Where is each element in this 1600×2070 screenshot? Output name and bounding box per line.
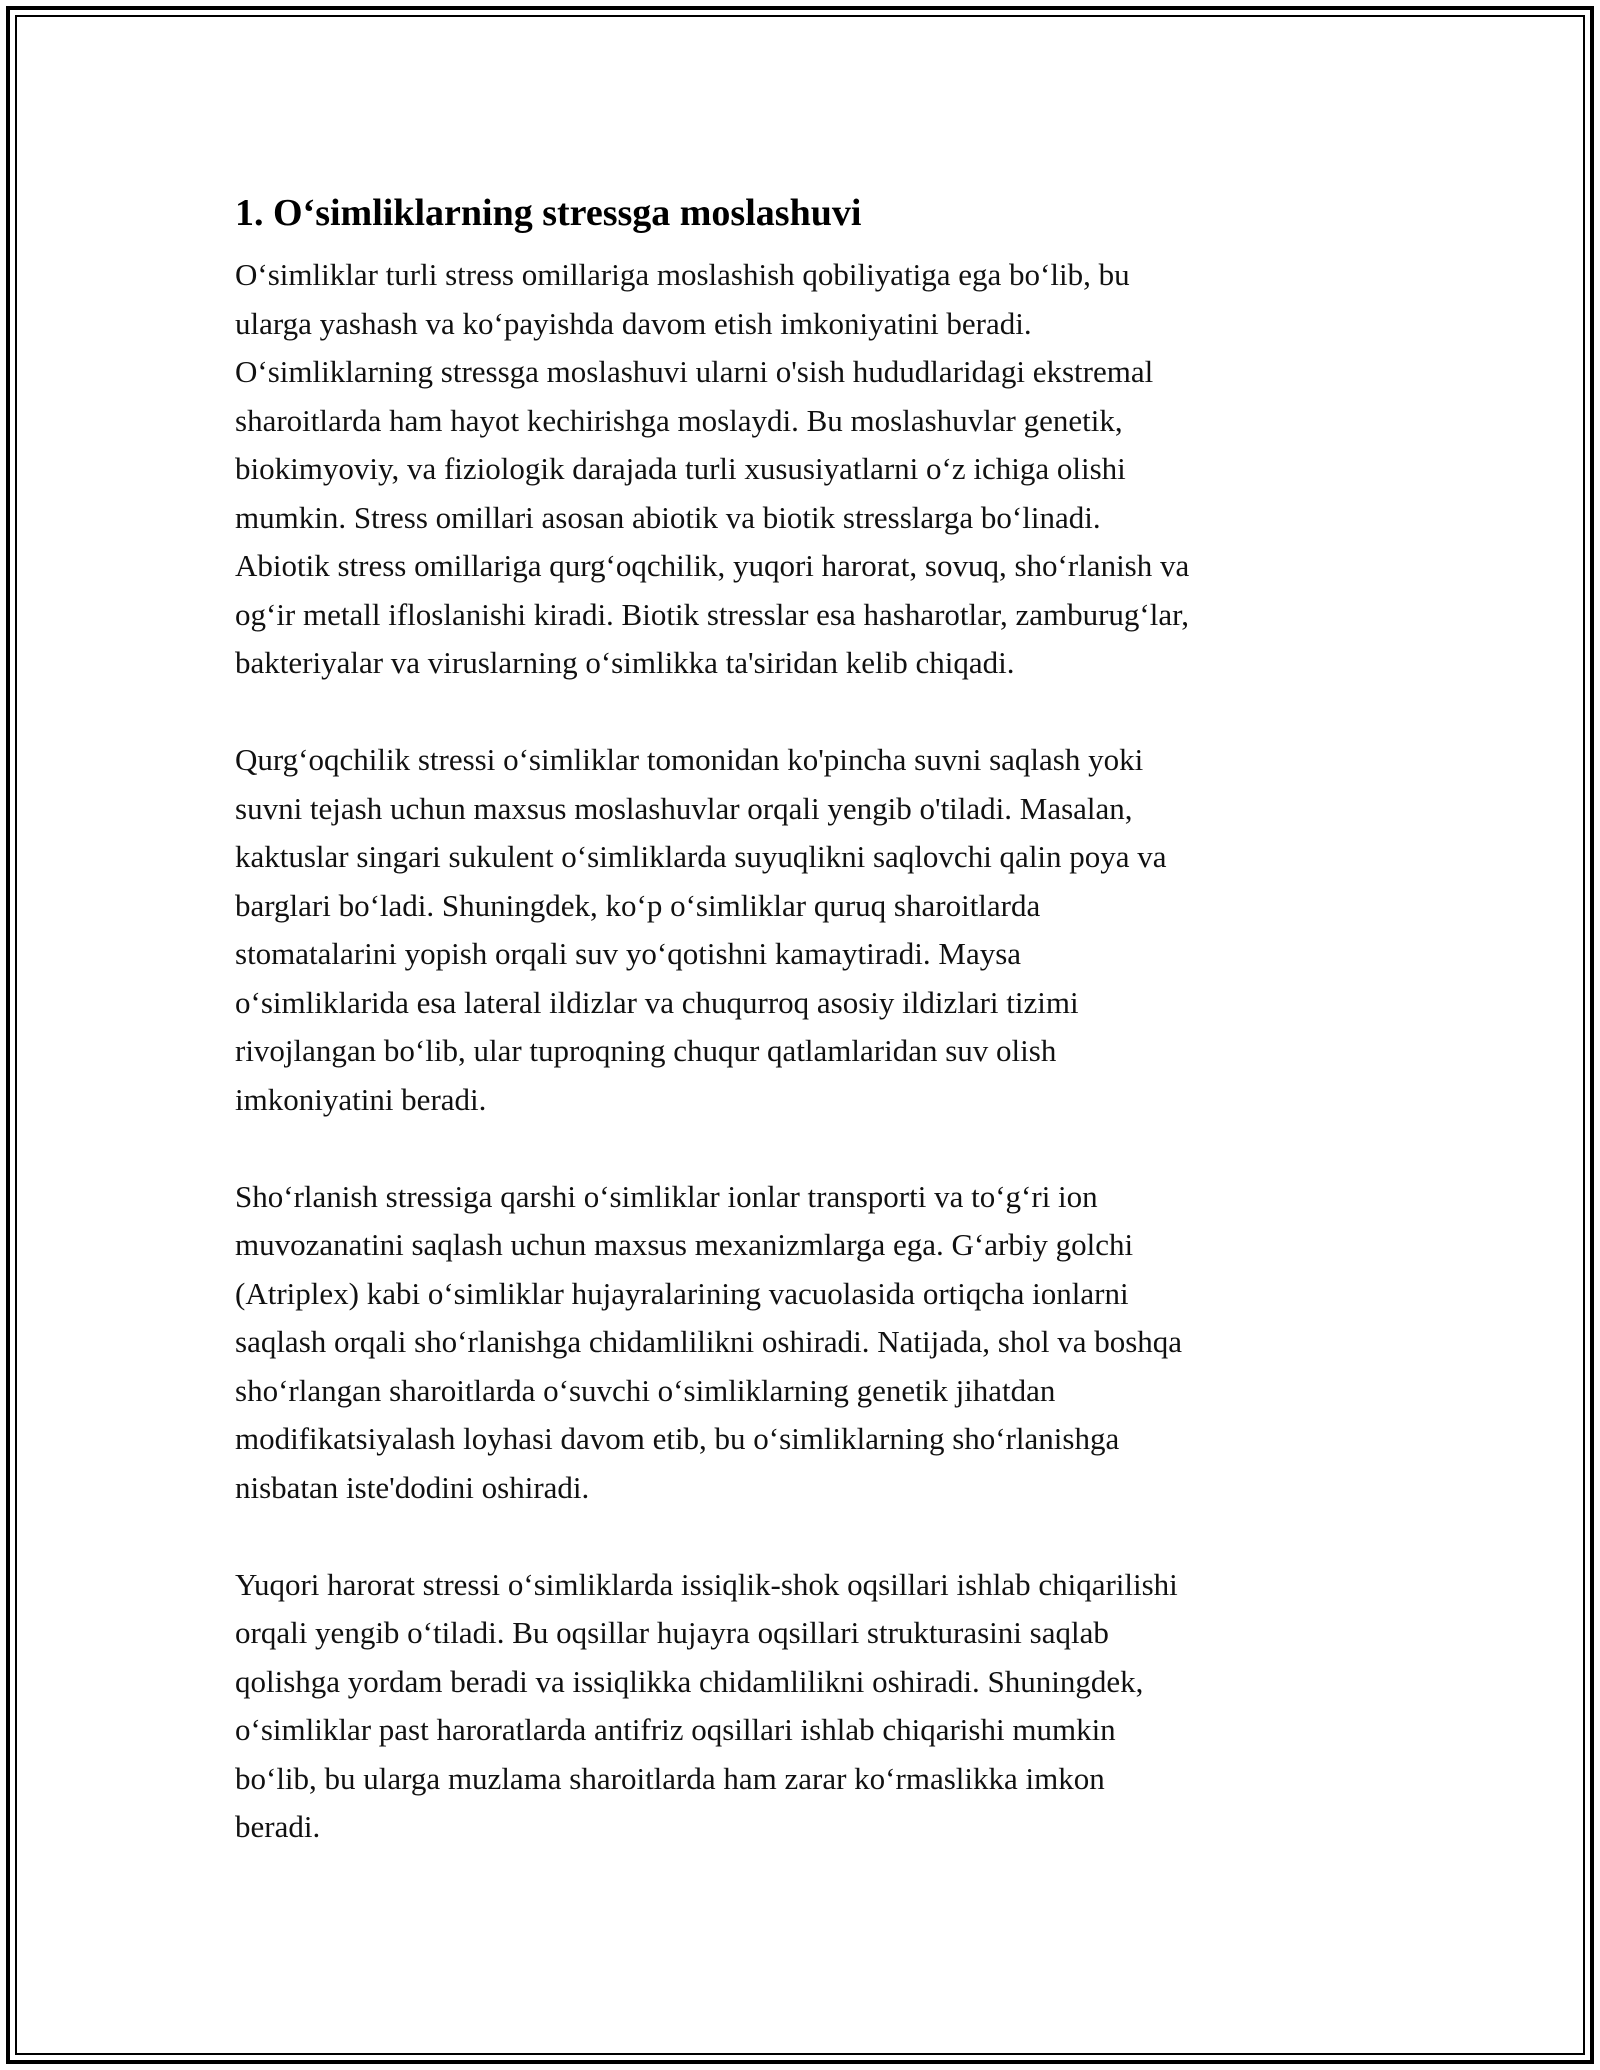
paragraph-drought-stress: Qurg‘oqchilik stressi o‘simliklar tomonidan ko'pincha suvni saqlash yoki suvni tejash uchun maxsus moslashuvlar orqali yengib o'tiladi. Masalan, kaktuslar singari sukulent o‘simliklarda suyuqlikni saqlovchi qalin poya va barglari bo‘ladi. Shuningdek, ko‘p o‘simliklar quruq sharoitlarda stomatalarini yopish orqali suv yo‘qotishni kamaytiradi. Maysa o‘simliklarida esa lateral ildizlar va chuqurroq asosiy ildizlari tizimi rivojlangan bo‘lib, ular tuproqning chuqur qatlamlaridan suv olish imkoniyatini beradi. [235, 742, 1167, 1117]
paragraph-heat-stress: Yuqori harorat stressi o‘simliklarda issiqlik-shok oqsillari ishlab chiqarilishi orqali yengib o‘tiladi. Bu oqsillar hujayra oqsillari strukturasini saqlab qolishga yordam beradi va issiqlikka chidamlilikni oshiradi. Shuningdek, o‘simliklar past haroratlarda antifriz oqsillari ishlab chiqarishi mumkin bo‘lib, bu ularga muzlama sharoitlarda ham zarar ko‘rmaslikka imkon beradi. [235, 1566, 1178, 1844]
paragraph-salinity-stress: Sho‘rlanish stressiga qarshi o‘simliklar ionlar transporti va to‘g‘ri ion muvozanatini saqlash uchun maxsus mexanizmlarga ega. G‘arbiy golchi (Atriplex) kabi o‘simliklar hujayralarining vacuolasida ortiqcha ionlarni saqlash orqali sho‘rlanishga chidamlilikni oshiradi. Natijada, shol va boshqa sho‘rlangan sharoitlarda o‘suvchi o‘simliklarning genetik jihatdan modifikatsiyalash loyhasi davom etib, bu o‘simliklarning sho‘rlanishga nisbatan iste'dodini oshiradi. [235, 1178, 1183, 1505]
section-title: 1. O‘simliklarning stressga moslashuvi [235, 192, 862, 234]
paragraph-stress-adaptation: O‘simliklar turli stress omillariga moslashish qobiliyatiga ega bo‘lib, bu ularga yashash va ko‘payishda davom etish imkoniyatini beradi. O‘simliklarning stressga moslashuvi ularni o'sish hududlaridagi ekstremal sharoitlarda ham hayot kechirishga moslaydi. Bu moslashuvlar genetik, biokimyoviy, va fiziologik darajada turli xususiyatlarni o‘z ichiga olishi mumkin. Stress omillari asosan abiotik va biotik stresslarga bo‘linadi. Abiotik stress omillariga qurg‘oqchilik, yuqori harorat, sovuq, sho‘rlanish va og‘ir metall ifloslanishi kiradi. Biotik stresslar esa hasharotlar, zamburug‘lar, bakteriyalar va viruslarning o‘simlikka ta'siridan kelib chiqadi. [235, 257, 1190, 680]
document-body [235, 183, 1375, 1900]
